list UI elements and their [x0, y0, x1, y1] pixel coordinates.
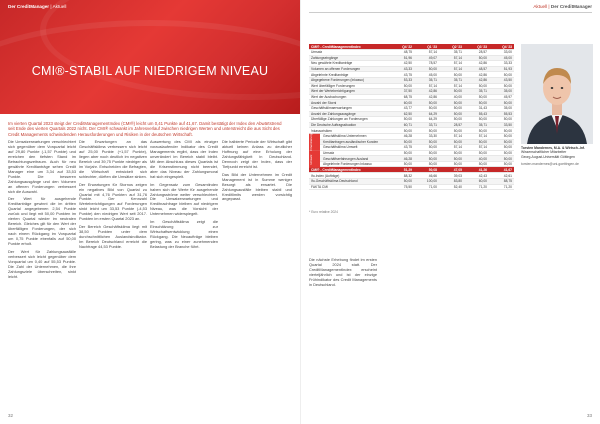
table-cell: 35,00 [503, 89, 512, 94]
table-cell: 53,33 [403, 78, 412, 83]
table-cell: 50,00 [503, 83, 512, 88]
author-email: torsten.mandernes@uni-goettingen.de [521, 162, 579, 167]
table-cell: 42,86 [428, 89, 437, 94]
table-cell: 50,00 [478, 83, 487, 88]
table-cell: 50,00 [478, 162, 487, 167]
text-column-3 [150, 140, 218, 253]
table-cell: 83,80 [453, 179, 462, 184]
table-cell: 42,43 [478, 173, 487, 178]
author-name: Torsten Mandernes, M.A. & Wirtsch.-Inf. [521, 146, 585, 150]
table-cell: Zahlungseingänge [311, 55, 339, 60]
table-cell: 57,14 [453, 67, 462, 72]
table-cell: Inkassorisiken [311, 128, 332, 133]
header-right: Aktuell | Der CreditManager [533, 4, 592, 9]
table-cell: 33,00 [503, 50, 512, 55]
table-cell: 50,00 [503, 156, 512, 161]
table-cell: 41,67 [503, 167, 512, 172]
table-cell: 47,05 [453, 167, 462, 172]
table-header-cell: CMI® - CreditManagementIndex [311, 44, 361, 49]
table-cell: 50,00 [428, 67, 437, 72]
table-cell: 57,14 [453, 145, 462, 150]
author-photo [521, 44, 593, 144]
table-cell: 50,00 [453, 150, 462, 155]
table-cell: Umsatz [323, 150, 335, 155]
text-column-1 [8, 140, 76, 283]
table-cell: 50,00 [403, 139, 412, 144]
table-cell: 31,43 [478, 106, 487, 111]
paragraph: Auswertung des CMI als einziger vorauslaufender Indikator des Credit Managements ergibt, dass der Index unverändert im Bereich stabil bleibt. Mit dem Abschluss dieses Quartals ist die Krisenstimmung nicht beendet, aber das Niveau der Zahlungsmoral hat sich eingespielt. [150, 139, 218, 179]
table-cell: 64,29 [428, 117, 437, 122]
table-cell: 60,71 [403, 123, 412, 128]
table-cell: Anzahl der Storni [311, 100, 337, 105]
table-cell: 33,33 [503, 61, 512, 66]
table-cell: 50,00 [428, 106, 437, 111]
table-cell: Ifo-Index (Aufträge) [311, 173, 340, 178]
table-cell: 55,43 [478, 111, 487, 116]
paragraph: Der Erwartungen für Stornos zeigen ein negatives Bild von Quartal zu Quartal mit 4,76 Punkten auf 31,76 Punkte. Der Kennzahl Werteberichtigungen auf Forderungen sinkt leicht um 33,53 Punkte (-4,53 Punkte) den niedrigen Wert seit 2017. Punkten im ersten Quartal 2023 an. [79, 181, 147, 222]
table-cell: 50,00 [503, 72, 512, 77]
table-cell: 51,96 [403, 55, 412, 60]
table-cell: 88,32 [403, 173, 412, 178]
table-cell: 40,00 [478, 156, 487, 161]
table-cell: 39,03 [453, 173, 462, 178]
table-body-bottom [309, 173, 514, 190]
page-number: 33 [586, 413, 592, 418]
table-cell: 43,50 [503, 78, 512, 83]
table-cell: 71,20 [503, 184, 512, 189]
table-cell: 78,57 [428, 61, 437, 66]
header-left: Der CreditManager | Aktuell [8, 4, 67, 9]
table-header-cell: Q2 '23 [452, 44, 462, 49]
author-org: Georg-August-Universität Göttingen [521, 154, 575, 159]
paragraph: Im Geschäftsklima zeigt die Einschätzung zur Wirtschaftsentwicklung einen Rückgang. Die Neuaufträge bleiben gering, was zu einer zunehmenden Belastung der Branche führt. [150, 219, 218, 250]
table-cell: Ifo-Geschäftsklima Deutschland [311, 179, 358, 184]
table-cell: 50,00 [478, 150, 487, 155]
table-cell: 45,00 [428, 72, 437, 77]
table-footnote: * Euro relative 2024 [309, 210, 338, 214]
table-cell: 35,71 [453, 50, 462, 55]
table-cell: Überfällige Zahlungen an Forderungen [311, 117, 368, 122]
table-cell: FAKTA CMI [311, 184, 328, 189]
table-cell: 40,00 [453, 95, 462, 100]
text-column-4 [222, 140, 292, 205]
table-cell: 50,00 [503, 150, 512, 155]
table-cell: 50,00 [428, 156, 437, 161]
cmi-table [309, 44, 514, 190]
table-cell: 43,75 [403, 72, 412, 77]
table-cell: Die Deutsche Auftragssituation [311, 123, 357, 128]
table-cell: CMI® - CreditManagementIndex [311, 167, 361, 172]
table-row [309, 185, 514, 191]
table-cell: 50,00 [453, 162, 462, 167]
table-cell: 35,71 [478, 123, 487, 128]
table-cell: 50,00 [428, 100, 437, 105]
table-cell: 50,00 [503, 128, 512, 133]
table-cell: 50,00 [453, 106, 462, 111]
article-intro: Im vierten Quartal 2023 steigt der CreditManagementIndex (CMI®) leicht um 0,41 Punkte auf 41,67. Damit bestätigt der Index den Abwärtstrend seit Ende des vierten Quartals 2022 nicht. Der CMI® schwankt im Jahresverlauf zwischen niedrigen Werten und unterstreicht die aus Sicht des Credit Managements schwindenden Herausforderungen und Risiken in der deutschen Wirtschaft. [8, 121, 282, 137]
table-cell: Umsatz [311, 50, 323, 55]
table-cell: 71,20 [478, 184, 487, 189]
table-cell: 50,00 [428, 162, 437, 167]
table-cell: 68,75 [403, 95, 412, 100]
table-cell: 57,14 [478, 145, 487, 150]
header-section: Aktuell [533, 4, 548, 9]
table-cell: Geschäftserfahrungen Ausland [323, 156, 369, 161]
table-cell: Wert der Werteberichtigungen [311, 89, 355, 94]
table-cell: 57,14 [453, 61, 462, 66]
table-cell: 64,29 [428, 111, 437, 116]
table-header-cell: Q4 '23 [502, 44, 512, 49]
table-cell: 50,00 [428, 150, 437, 155]
paragraph: Die nächste Erhebung findet im ersten Quartal 2024 statt. Der CreditManagementIndex erscheint vierteljährlich und ist der einzige Frühindikator des Credit Managements in Deutschland. [309, 257, 377, 287]
table-cell: Geschäftsklima Unternehmen [323, 134, 367, 139]
title-banner [0, 0, 300, 114]
text-column-5 [309, 258, 377, 291]
table-cell: 57,14 [428, 83, 437, 88]
table-cell: 55,53 [503, 111, 512, 116]
table-cell: 50,00 [403, 162, 412, 167]
table-cell: Abgelehnte Kreditanträge [311, 72, 349, 77]
table-cell: Wert der Ausbuchungen [311, 95, 347, 100]
table-cell: 45,00 [503, 55, 512, 60]
table-cell: 57,14 [428, 50, 437, 55]
header-brand: Der CreditManager [550, 4, 592, 9]
table-cell: 51,93 [503, 67, 512, 72]
table-cell: 33,71 [428, 123, 437, 128]
table-cell: 28,57 [478, 50, 487, 55]
table-cell: 71,00 [428, 184, 437, 189]
table-cell: Geschäftsklima Umwelt [323, 145, 358, 150]
paragraph: Im Gegensatz zum Gesamtindex haben sich die Werte für ausgehende Zahlungsströme weiter verschlechtert. Die Umsatzerwartungen und Kreditnachfrage bleiben auf niedrigem Niveau, was die Vorsicht der Unternehmen widerspiegelt. [150, 181, 218, 217]
table-cell: 50,00 [403, 83, 412, 88]
table-cell: 33,30 [428, 134, 437, 139]
portrait-illustration [521, 44, 593, 144]
table-cell: 50,00 [453, 89, 462, 94]
table-cell: 60,00 [403, 100, 412, 105]
text-column-2 [79, 140, 147, 253]
table-cell: 42,50 [403, 61, 412, 66]
table-cell: Wert überfälliger Forderungen [311, 83, 355, 88]
table-cell: 62,50 [403, 111, 412, 116]
table-cell: 50,08 [428, 167, 437, 172]
table-cell: Neu gewährte Kreditanträge [311, 61, 353, 66]
table-cell: 50,00 [428, 139, 437, 144]
table-cell: 43,77 [403, 106, 412, 111]
table-cell: 35,00 [503, 106, 512, 111]
table-cell: 50,00 [453, 111, 462, 116]
table-header-cell: Q3 '23 [477, 44, 487, 49]
table-cell: 42,86 [478, 78, 487, 83]
table-cell: 57,14 [478, 134, 487, 139]
table-cell: Anzahl der Zahlungsausgänge [311, 111, 356, 116]
table-cell: 42,61 [503, 173, 512, 178]
header-section: Aktuell [52, 4, 67, 9]
group-label: Finanzierungs- [309, 134, 320, 151]
table-cell: 42,86 [478, 72, 487, 77]
article-title: CMI®-STABIL AUF NIEDRIGEM NIVEAU [31, 64, 269, 78]
paragraph: Das Bild der Unternehmen im Credit Management ist in Summe weniger Besorgt als erwartet. Die Zahlungsausfälle bleiben stabil und Kreditlimits werden vorsichtig angepasst. [222, 171, 292, 202]
author-role: Wissenschaftlicher Mitarbeiter [521, 150, 567, 155]
table-cell: 35,71 [478, 89, 487, 94]
table-cell: 50,00 [503, 117, 512, 122]
paragraph: Der Wert für ausgehende Kreditanträge gewinnt die im dritten Quartal angegebenen 2,54 Punkte zurück und liegt mit 50,00 Punkten im vierten Quartal wieder im neutralen Bereich. Gleiches gilt für den Wert der überfälligen Forderungen, der sich nach einem Rückgang im Vorquartal um 0,75 Punkte ebenfalls auf 50,00 Punkte erholt. [8, 196, 76, 247]
table-cell: 50,00 [478, 117, 487, 122]
table-cell: 48,75 [403, 50, 412, 55]
table-cell: 50,00 [453, 139, 462, 144]
table-cell: 50,00 [453, 100, 462, 105]
table-cell: 50,00 [503, 145, 512, 150]
table-cell: 50,00 [478, 128, 487, 133]
table-group-sales [309, 151, 514, 168]
paragraph: Der Bereich Geschäftsklima liegt mit 38,50 Punkten unter dem durchschnittlichen Auslandsindikator. Im Bereich Deutschland erreicht die Nachfrage 44,53 Punkte. [79, 224, 147, 250]
paragraph: Die Erwartungen an das Geschäftsklima verbessern sich leicht auf 25,00 Punkte (+1,57 Punkte), liegen aber noch deutlich im negativen Bereich und 39,75 Punkte niedriger als im Vorjahr. Entscheiden die Befragten, die Wirtschaft entwickelt sich schlechter, dürften die Umsätze sinken. [79, 139, 147, 179]
table-cell: Volumen an offenen Forderungen [311, 67, 361, 72]
author-caption [521, 146, 595, 167]
table-cell: 50,00 [503, 134, 512, 139]
table-cell: Abgelehnte Forderungen Inkasso [323, 162, 372, 167]
table-cell: 46,28 [403, 134, 412, 139]
table-cell: 51,29 [403, 167, 412, 172]
table-cell: 50,00 [428, 128, 437, 133]
table-cell: 50,00 [503, 139, 512, 144]
table-cell: 100,00 [426, 179, 437, 184]
page-number: 32 [8, 413, 14, 418]
table-body-top [309, 50, 514, 134]
table-cell: 35,71 [453, 78, 462, 83]
table-cell: 57,14 [453, 134, 462, 139]
table-cell: 50,00 [403, 150, 412, 155]
table-cell: Kreditanfragen ausländischer Kunden [323, 139, 379, 144]
table-cell: 37,50 [403, 89, 412, 94]
table-cell: 42,86 [478, 61, 487, 66]
table-cell: 46,66 [428, 173, 437, 178]
paragraph: Die Umsatzerwartungen verschlechtert sich gegenüber dem Vorquartal leicht auf 29,80 Punkte (-1,57 Punkte) und erreichen den tiefsten Stand im Betrachtungszeitraum. Auch für neu gewährte Kreditanträge sehen Credit Manager eine um 3,34 auf 33,53 Punkte. Die besseren Zahlungsausgänge und den Volumen an offenen Forderungen verbessert sich die Auswahl. [8, 139, 76, 194]
table-cell: 75,50 [403, 184, 412, 189]
table-header-cell: Q1 '23 [427, 44, 437, 49]
table-cell: 50,00 [428, 145, 437, 150]
table-cell: 50,00 [478, 100, 487, 105]
table-row [309, 162, 514, 168]
table-cell: 48,57 [478, 67, 487, 72]
table-cell: 50,00 [503, 162, 512, 167]
table-cell: 33,50 [503, 123, 512, 128]
table-cell: 46,28 [403, 156, 412, 161]
table-cell: 50,00 [478, 139, 487, 144]
table-cell: 28,57 [453, 123, 462, 128]
table-cell: 43,75 [403, 145, 412, 150]
table-cell: 50,00 [403, 179, 412, 184]
table-cell: 50,00 [453, 72, 462, 77]
table-header-cell: Q4 '22 [402, 44, 412, 49]
table-cell: 50,00 [403, 117, 412, 122]
table-cell: 52,40 [453, 184, 462, 189]
table-cell: 50,00 [503, 100, 512, 105]
table-cell: 50,00 [453, 156, 462, 161]
table-cell: 49,07 [428, 55, 437, 60]
right-page [300, 0, 600, 424]
table-cell: 42,86 [428, 95, 437, 100]
table-cell: 50,00 [478, 95, 487, 100]
table-cell: 41,26 [478, 167, 487, 172]
paragraph: Der Wert für Zahlungsausfälle verbessert sich leicht gegenüber dem Vorquartal um 0,40 auf 55,53 Punkte. Die Zahl der Unternehmen, die ihre Zahlungsziele überschreiten, sinkt leicht. [8, 249, 76, 279]
table-cell: 35,71 [428, 78, 437, 83]
table-cell: 57,14 [453, 83, 462, 88]
paragraph: Die halbierte Periode der Wirtschaft gibt aktuell keinen Anlass zu deutlicher Hoffnung auf eine Erholung der Zahlungsfähigkeit in Deutschland. Dennoch zeigt der Index, dass der Tiefpunkt erreicht ist. [222, 139, 292, 169]
table-cell: 45,97 [503, 95, 512, 100]
table-cell: 43,33 [403, 67, 412, 72]
group-rows [309, 134, 514, 151]
table-cell: Geschäftsklimaerwartungen [311, 106, 352, 111]
table-cell: 57,14 [453, 55, 462, 60]
table-cell: 60,00 [478, 179, 487, 184]
table-cell: 50,00 [478, 55, 487, 60]
group-label: Umsatz [309, 151, 320, 168]
table-cell: Abgegebene Forderungen (Inkasso) [311, 78, 364, 83]
table-cell: 50,00 [453, 117, 462, 122]
table-cell: 88,75 [503, 179, 512, 184]
header-brand: Der CreditManager [8, 4, 50, 9]
group-rows [309, 151, 514, 168]
table-cell: 50,00 [403, 128, 412, 133]
table-cell: 50,00 [453, 128, 462, 133]
header-rule [309, 12, 592, 13]
